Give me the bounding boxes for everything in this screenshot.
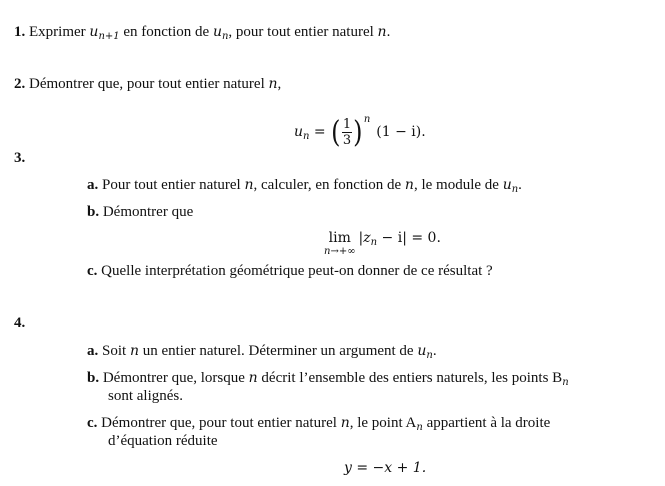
question-text: Démontrer que [102,204,194,220]
math-var: u [212,24,222,40]
math-bar: | [358,230,364,246]
math-var: n [244,177,254,193]
math-subscript: n [221,31,229,42]
math-factor: (1 − i). [376,124,426,140]
math-var: n [340,415,350,431]
math-var: u [417,343,427,359]
question-text: d’équation réduite [108,433,218,449]
subquestion-label: a. [87,343,99,359]
question-2 [14,75,281,93]
limit-body [359,230,441,246]
question-number: 3. [14,150,26,166]
formula-limit [324,230,441,257]
question-4c-continued [108,432,218,450]
math-subscript: n [303,131,310,142]
question-text: , calculer, en fonction de [253,177,405,193]
question-4 [14,314,25,332]
limit-subscript: n→+∞ [324,246,356,257]
subquestion-label: a. [87,177,99,193]
math-var: z [363,230,371,246]
question-text: , le module de [413,177,503,193]
math-var: n [248,370,258,386]
question-3c [87,262,493,280]
question-text: Exprimer [29,24,90,40]
formula-un [294,98,426,159]
fraction-denominator: 3 [342,133,352,149]
left-paren: ( [331,114,341,150]
question-1 [14,23,390,46]
question-text: , [277,76,282,92]
question-text: sont alignés. [108,388,183,404]
math-var: n [268,76,278,92]
limit-word: lim [328,230,351,246]
question-text: . [432,343,437,359]
subquestion-label: c. [87,415,98,431]
question-text: un entier naturel. Déterminer un argument de [138,343,418,359]
math-var: u [294,124,304,140]
math-exponent: n [363,114,371,125]
subquestion-label: b. [87,204,100,220]
math-rest: − i| = 0. [377,230,441,246]
question-text: Pour tout entier naturel [102,177,245,193]
question-text: Démontrer que, lorsque [102,370,249,386]
question-text: en fonction de [119,24,213,40]
right-paren: ) [353,114,363,150]
question-3 [14,149,25,167]
subquestion-label: b. [87,370,100,386]
line-equation: y = −x + 1. [344,460,427,476]
question-4b-continued [108,387,183,405]
question-text: , le point A [349,415,417,431]
math-subscript: n [511,184,519,195]
question-text: Démontrer que, pour tout entier naturel [29,76,269,92]
math-var: n [404,177,414,193]
subquestion-label: c. [87,263,98,279]
limit-operator [324,230,356,257]
question-text: . [518,177,522,193]
math-equals: = [309,124,331,140]
question-text: Soit [102,343,130,359]
math-var: u [89,24,99,40]
question-4a [87,342,437,365]
math-subscript: n+1 [98,31,120,42]
question-text: . [386,24,391,40]
question-text: Démontrer que, pour tout entier naturel [101,415,341,431]
math-subscript: n [426,350,433,361]
question-3a [87,176,522,199]
question-text: appartient à la droite [422,415,551,431]
question-number: 2. [14,76,26,92]
formula-line-equation [344,459,426,477]
math-var: u [502,177,512,193]
math-subscript: n [416,422,423,433]
fraction-numerator: 1 [342,117,352,133]
question-3b [87,203,193,221]
question-text: Quelle interprétation géométrique peut-on donner de ce résultat ? [101,263,493,279]
math-subscript: n [370,237,378,248]
fraction [342,117,352,148]
question-text: , pour tout entier naturel [228,24,378,40]
question-text: décrit l’ensemble des entiers naturels, les points B [257,370,563,386]
math-var: n [129,343,139,359]
question-number: 1. [14,24,26,40]
math-subscript: n [562,377,569,388]
math-var: n [377,24,387,40]
question-number: 4. [14,315,26,331]
